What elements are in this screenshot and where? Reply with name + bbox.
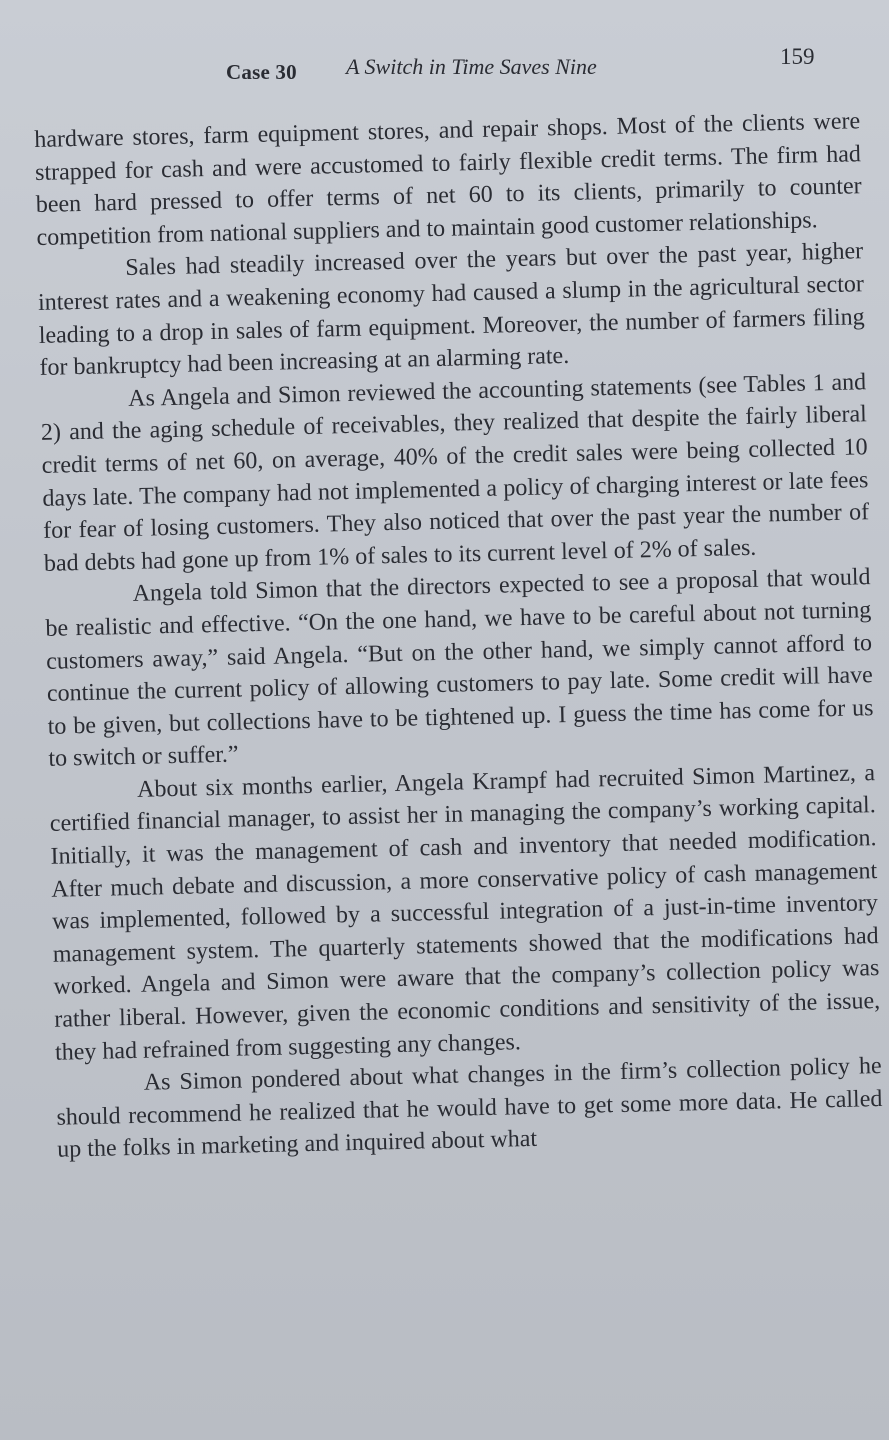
- running-head: [0, 44, 889, 90]
- page-number: 159: [780, 44, 815, 69]
- paragraph-continuation: hardware stores, farm equipment stores, and repair shops. Most of the clients were strapped for cash and were accustomed to fairly flexible credit terms. The firm had been hard pressed to offer terms of net 60 to its clients, primarily to counter competition from national suppliers and to maintain good customer relationships.: [34, 108, 862, 251]
- paragraph-background: About six months earlier, Angela Krampf had recruited Simon Martinez, a certified financial manager, to assist her in managing the company’s working capital. Initially, it was the management of cash and inventory that needed modification. After much debate and discussion, a more conservative policy of cash management was implemented, followed by a successful integration of a just-in-time inventory management system. The quarterly statements showed that the modifications had worked. Angela and Simon were aware that the company’s collection policy was rather liberal. However, given the economic conditions and sensitivity of the issue, they had refrained from suggesting any changes.: [49, 759, 881, 1066]
- body-text: [34, 105, 883, 1166]
- case-label: Case 30: [226, 60, 297, 84]
- case-title: A Switch in Time Saves Nine: [346, 54, 597, 79]
- paragraph-directors-proposal: Angela told Simon that the directors expected to see a proposal that would be realistic and effective. “On the one hand, we have to be careful about not turning customers away,” said Angela. “But on the other hand, we simply cannot afford to continue the current policy of allowing customers to pay late. Some credit will have to be given, but collections have to be tightened up. I guess the time has come for us to switch or suffer.”: [45, 564, 874, 773]
- paragraph-simon-ponders: As Simon pondered about what changes in the firm’s collection policy he should recommend he realized that he would have to get some more data. He called up the folks in marketing and inquired about what: [56, 1053, 883, 1164]
- paragraph-sales: Sales had steadily increased over the years but over the past year, higher interest rates and a weakening economy had caused a slump in the agricultural sector leading to a drop in sales of farm equipment. Moreover, the number of farmers filing for bankruptcy had been increasing at an alarming rate.: [37, 238, 865, 382]
- paragraph-accounting-review: As Angela and Simon reviewed the accounting statements (see Tables 1 and 2) and the aging schedule of receivables, they realized that despite the fairly liberal credit terms of net 60, on average, 40% of the credit sales were being collected 10 days late. The company had not implemented a policy of charging interest or late fees for fear of losing customers. They also noticed that over the past year the number of bad debts had gone up from 1% of sales to its current level of 2% of sales.: [40, 368, 870, 577]
